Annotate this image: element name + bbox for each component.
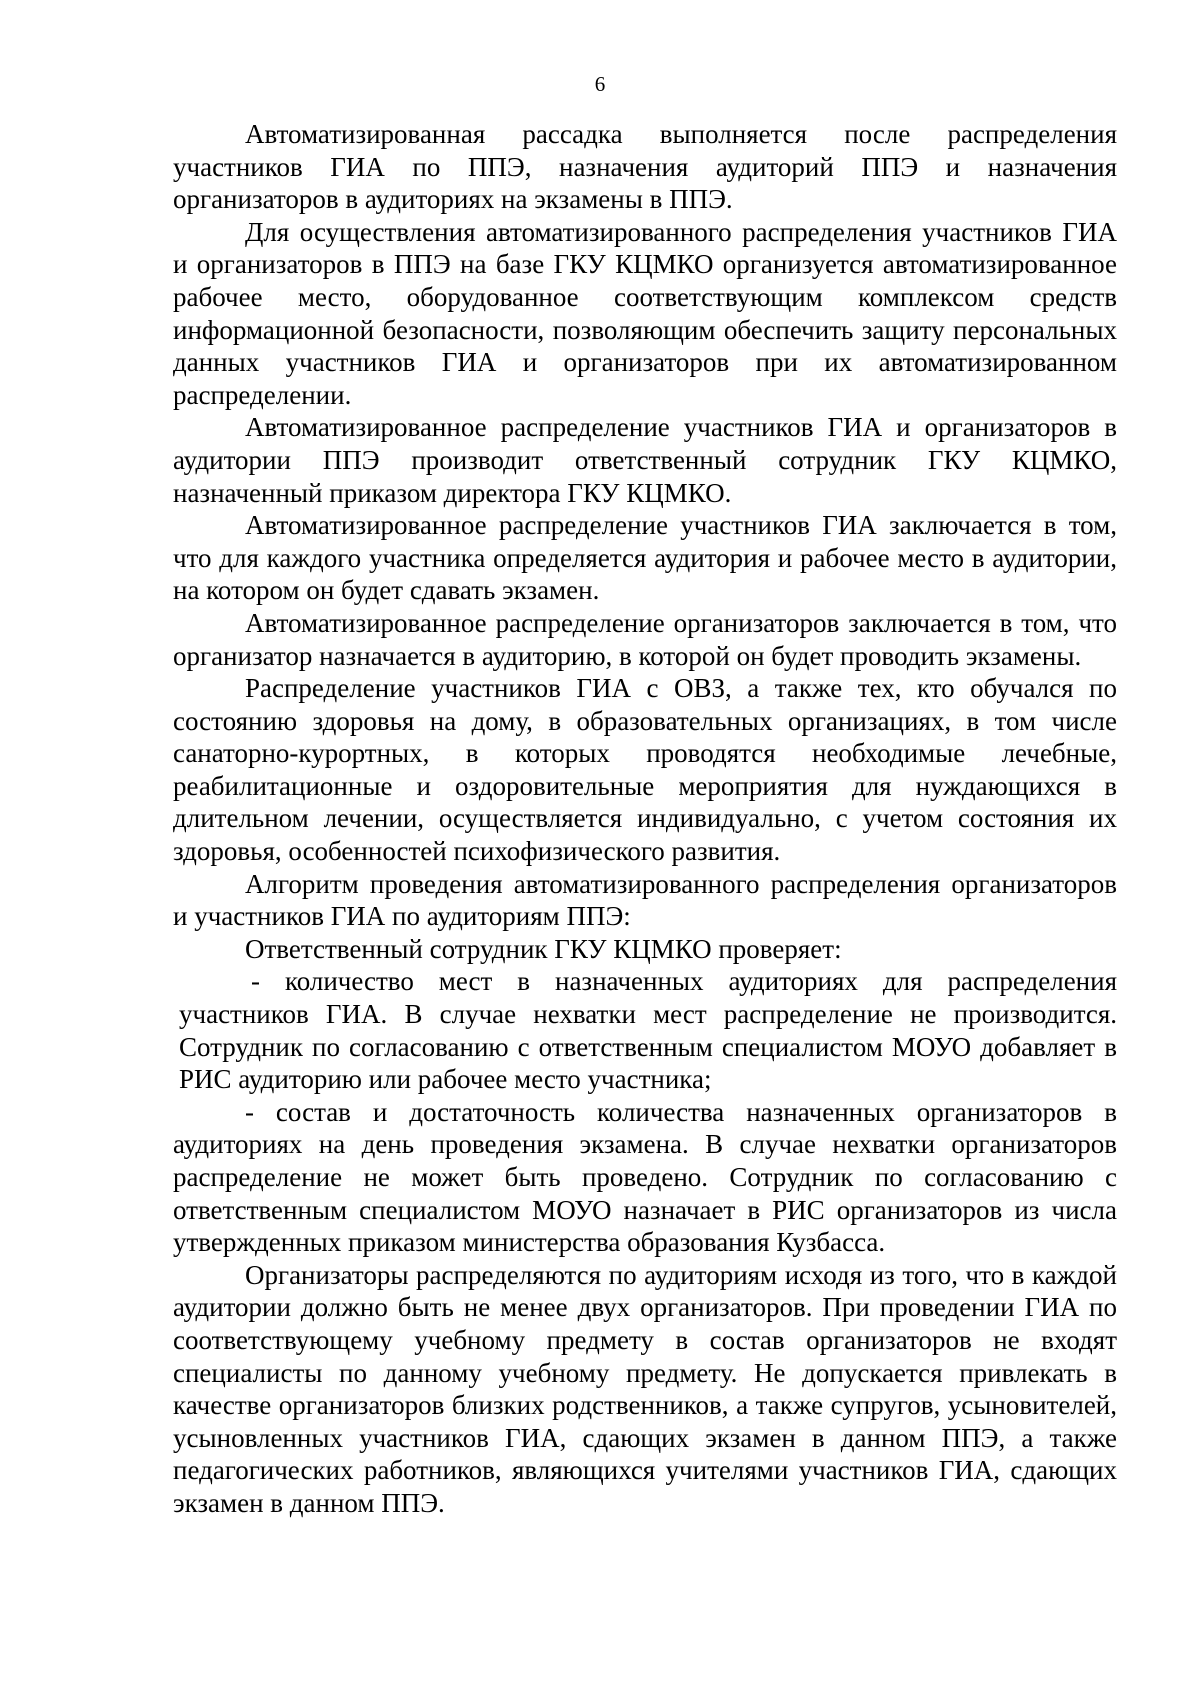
paragraph-workstation: Для осуществления автоматизированного распределения участников ГИА и организаторов в ППЭ на базе ГКУ КЦМКО организуется автоматизированное рабочее место, оборудованное соответствующим комплексом средств информационной безопасности, позволяющим обеспечить защиту персональных данных участников ГИА и организаторов при их автоматизированном распределении.: [173, 216, 1117, 410]
paragraph-organizer-distribution: Автоматизированное распределение организаторов заключается в том, что организатор назначается в аудиторию, в которой он будет проводить экзамены.: [173, 607, 1117, 671]
paragraph-checks-intro: Ответственный сотрудник ГКУ КЦМКО проверяет:: [245, 933, 842, 964]
page-number: 6: [594, 72, 606, 96]
list-item-seat-count: - количество мест в назначенных аудиториях для распределения участников ГИА. В случае нехватки мест распределение не производится. Сотрудник по согласованию с ответственным специалистом МОУО добавляет в РИС аудиторию или рабочее место участника;: [179, 966, 1117, 1095]
list-item-organizer-count: - состав и достаточность количества назначенных организаторов в аудиториях на день проведения экзамена. В случае нехватки организаторов распределение не может быть проведено. Сотрудник по согласованию с ответственным специалистом МОУО назначает в РИС организаторов из числа утвержденных приказом министерства образования Кузбасса.: [173, 1096, 1117, 1258]
paragraph-automated-seating: Автоматизированная рассадка выполняется после распределения участников ГИА по ППЭ, назначения аудиторий ППЭ и назначения организаторов в аудиториях на экзамены в ППЭ.: [173, 119, 1117, 215]
paragraph-responsible-employee: Автоматизированное распределение участников ГИА и организаторов в аудитории ППЭ производит ответственный сотрудник ГКУ КЦМКО, назначенный приказом директора ГКУ КЦМКО.: [173, 412, 1117, 508]
paragraph-special-needs: Распределение участников ГИА с ОВЗ, а также тех, кто обучался по состоянию здоровья на дому, в образовательных организациях, в том числе санаторно-курортных, в которых проводятся необходимые лечебные, реабилитационные и оздоровительные мероприятия для нуждающихся в длительном лечении, осуществляется индивидуально, с учетом состояния их здоровья, особенностей психофизического развития.: [173, 673, 1117, 867]
paragraph-algorithm: Алгоритм проведения автоматизированного распределения организаторов и участников ГИА по аудиториям ППЭ:: [173, 868, 1117, 932]
paragraph-participant-distribution: Автоматизированное распределение участников ГИА заключается в том, что для каждого участника определяется аудитория и рабочее место в аудитории, на котором он будет сдавать экзамен.: [173, 510, 1117, 606]
paragraph-organizer-rules: Организаторы распределяются по аудиториям исходя из того, что в каждой аудитории должно быть не менее двух организаторов. При проведении ГИА по соответствующему учебному предмету в состав организаторов не входят специалисты по данному учебному предмету. Не допускается привлекать в качестве организаторов близких родственников, а также супругов, усыновителей, усыновленных участников ГИА, сдающих экзамен в данном ППЭ, а также педагогических работников, являющихся учителями участников ГИА, сдающих экзамен в данном ППЭ.: [173, 1259, 1117, 1518]
document-body: [173, 118, 1117, 1520]
